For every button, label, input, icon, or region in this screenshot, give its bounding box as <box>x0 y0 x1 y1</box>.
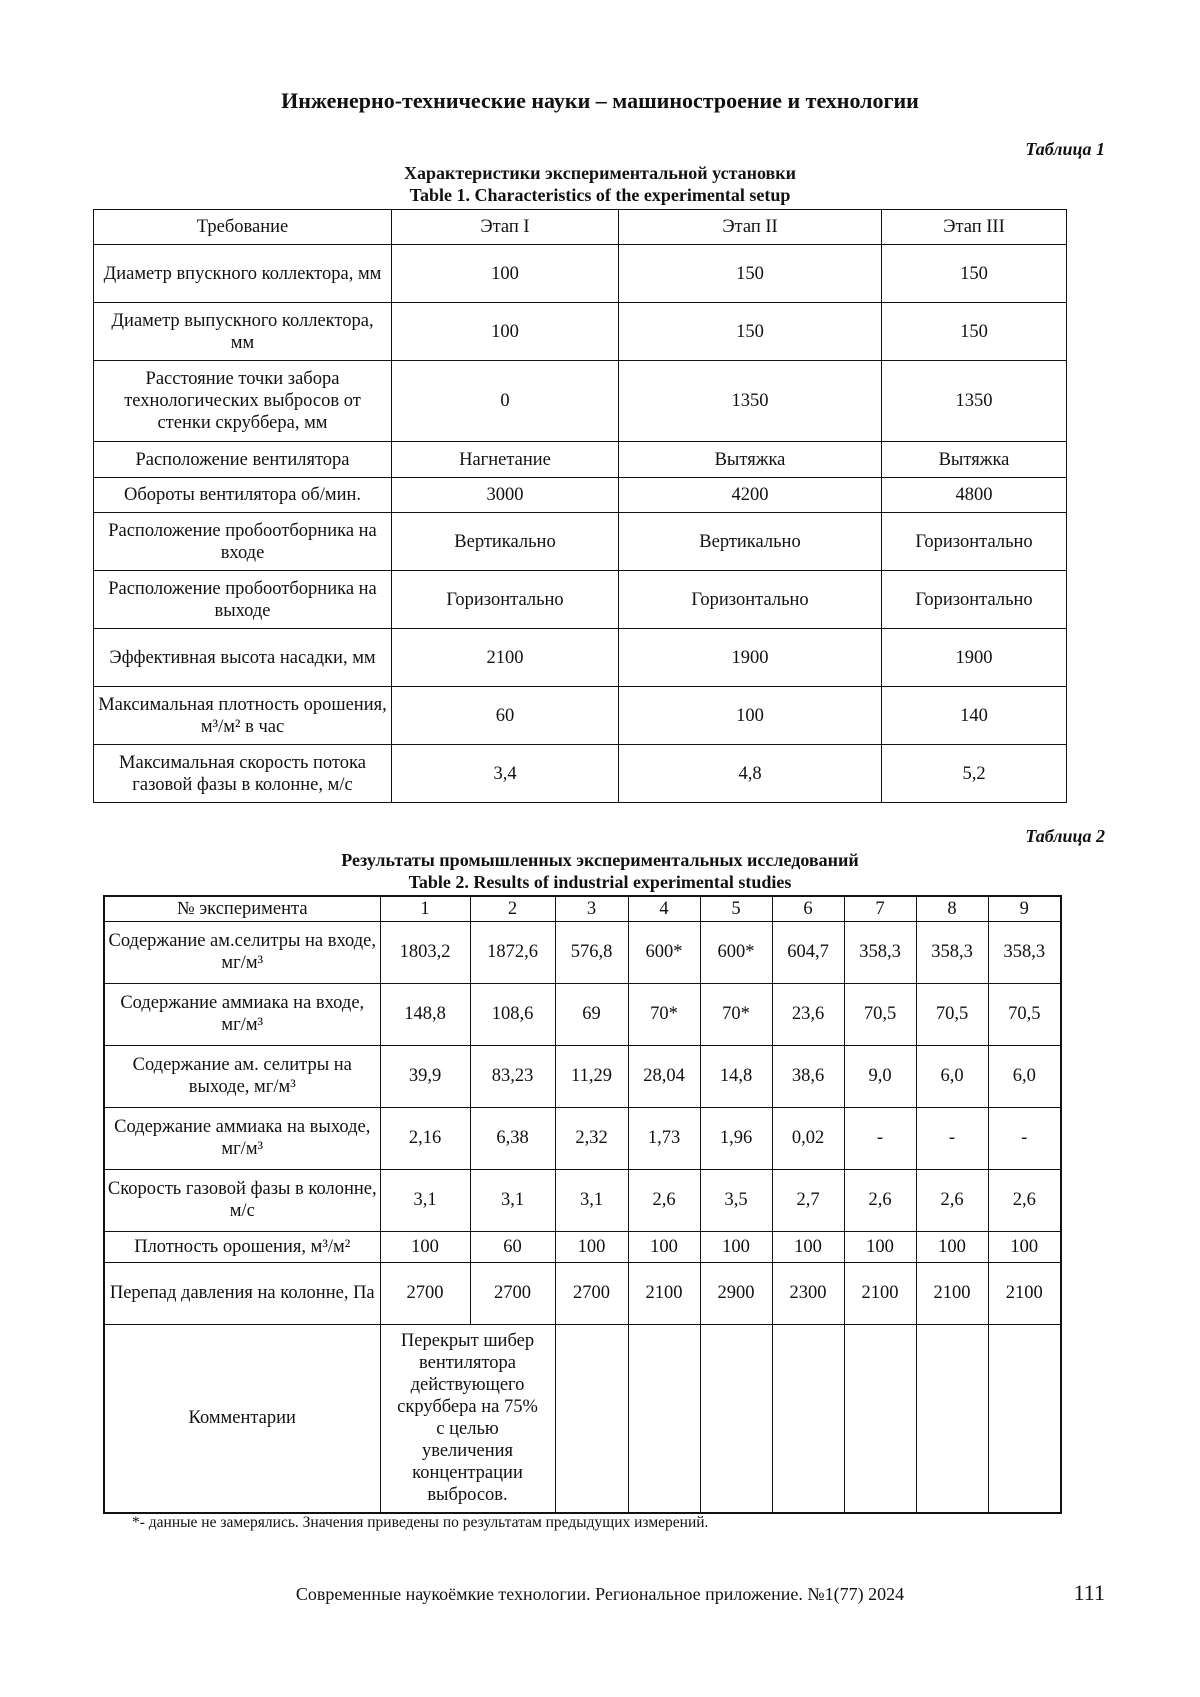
table-row <box>94 629 1067 687</box>
table-cell: 150 <box>619 245 882 303</box>
table-cell: 150 <box>882 303 1067 361</box>
table-row <box>94 571 1067 629</box>
row-label: Содержание аммиака на выходе, мг/м³ <box>104 1107 380 1169</box>
table-cell: 83,23 <box>470 1045 555 1107</box>
table2 <box>103 895 1062 1514</box>
row-label: Комментарии <box>104 1324 380 1513</box>
row-label: Обороты вентилятора об/мин. <box>94 478 392 513</box>
table-cell: 1900 <box>619 629 882 687</box>
column-header: Требование <box>94 210 392 245</box>
table1-caption-ru: Характеристики экспериментальной установки <box>403 163 797 183</box>
table2-header-row <box>104 896 1061 921</box>
table-cell: 6,0 <box>916 1045 988 1107</box>
table-cell: 100 <box>392 303 619 361</box>
table-cell: Вертикально <box>619 513 882 571</box>
table-cell: 28,04 <box>628 1045 700 1107</box>
table-cell: 358,3 <box>916 921 988 983</box>
table-cell: 2700 <box>380 1262 470 1324</box>
table1-caption-en: Table 1. Characteristics of the experimental setup <box>409 185 791 205</box>
empty-cell <box>772 1324 844 1513</box>
empty-cell <box>916 1324 988 1513</box>
column-header: 2 <box>470 896 555 921</box>
row-label: Максимальная плотность орошения, м³/м² в час <box>94 687 392 745</box>
table-cell: 100 <box>916 1231 988 1262</box>
empty-cell <box>844 1324 916 1513</box>
table-row <box>94 361 1067 442</box>
table-row <box>94 303 1067 361</box>
table-cell: 69 <box>555 983 628 1045</box>
table-cell: 100 <box>555 1231 628 1262</box>
table-cell: 4,8 <box>619 745 882 803</box>
table-cell: 3,4 <box>392 745 619 803</box>
table-cell: 150 <box>882 245 1067 303</box>
empty-cell <box>700 1324 772 1513</box>
table-cell: 604,7 <box>772 921 844 983</box>
table-row <box>94 687 1067 745</box>
row-label: Диаметр впускного коллектора, мм <box>94 245 392 303</box>
table-cell: 358,3 <box>844 921 916 983</box>
table-cell: 100 <box>628 1231 700 1262</box>
table-cell: 100 <box>772 1231 844 1262</box>
table-cell: 2100 <box>844 1262 916 1324</box>
empty-cell <box>988 1324 1061 1513</box>
table-cell: 4800 <box>882 478 1067 513</box>
table-cell: 3,1 <box>380 1169 470 1231</box>
row-label: Расстояние точки забора технологических выбросов от стенки скруббера, мм <box>94 361 392 442</box>
page-number: 111 <box>1073 1580 1105 1605</box>
table-row <box>94 245 1067 303</box>
table-row <box>104 1231 1061 1262</box>
table-cell: 38,6 <box>772 1045 844 1107</box>
column-header: 1 <box>380 896 470 921</box>
row-label: Диаметр выпускного коллектора, мм <box>94 303 392 361</box>
table-row <box>104 1262 1061 1324</box>
table-cell: 2,16 <box>380 1107 470 1169</box>
empty-cell <box>628 1324 700 1513</box>
row-label: Скорость газовой фазы в колонне, м/с <box>104 1169 380 1231</box>
journal-footer: Современные наукоёмкие технологии. Региональное приложение. №1(77) 2024 <box>295 1584 905 1604</box>
table-cell: 100 <box>988 1231 1061 1262</box>
table-cell: 1350 <box>882 361 1067 442</box>
table-row <box>104 1107 1061 1169</box>
table1 <box>93 209 1067 803</box>
table-cell: 5,2 <box>882 745 1067 803</box>
table2-caption-ru: Результаты промышленных экспериментальных исследований <box>341 850 859 870</box>
table-cell: 600* <box>700 921 772 983</box>
table-cell: 60 <box>470 1231 555 1262</box>
empty-cell <box>555 1324 628 1513</box>
row-label: Плотность орошения, м³/м² <box>104 1231 380 1262</box>
running-header: Инженерно-технические науки – машиностроение и технологии <box>281 88 919 113</box>
table-cell: 2,6 <box>916 1169 988 1231</box>
table-cell: 100 <box>392 245 619 303</box>
table-cell: 1900 <box>882 629 1067 687</box>
table-cell: 6,38 <box>470 1107 555 1169</box>
comment-cell: Перекрыт шибер вентилятора действующего скруббера на 75% с целью увеличения концентрации выбросов. <box>380 1324 555 1513</box>
table-cell: 2300 <box>772 1262 844 1324</box>
table-cell: 39,9 <box>380 1045 470 1107</box>
row-label: Максимальная скорость потока газовой фазы в колонне, м/с <box>94 745 392 803</box>
table-cell: 148,8 <box>380 983 470 1045</box>
table2-label: Таблица 2 <box>1025 826 1105 846</box>
table-row <box>104 1169 1061 1231</box>
table-cell: 1350 <box>619 361 882 442</box>
table-row <box>94 745 1067 803</box>
table-cell: 23,6 <box>772 983 844 1045</box>
table-cell: 3,1 <box>470 1169 555 1231</box>
table-cell: 2,7 <box>772 1169 844 1231</box>
table-cell: 108,6 <box>470 983 555 1045</box>
table-cell: 2700 <box>470 1262 555 1324</box>
table-cell: - <box>988 1107 1061 1169</box>
column-header: 6 <box>772 896 844 921</box>
table-cell: 3000 <box>392 478 619 513</box>
table-cell: 11,29 <box>555 1045 628 1107</box>
table-cell: 70* <box>700 983 772 1045</box>
column-header: 4 <box>628 896 700 921</box>
column-header: Этап III <box>882 210 1067 245</box>
table-row <box>104 921 1061 983</box>
column-header: 3 <box>555 896 628 921</box>
table-cell: Нагнетание <box>392 442 619 478</box>
table-cell: 3,1 <box>555 1169 628 1231</box>
column-header: 7 <box>844 896 916 921</box>
row-label: Расположение пробоотборника на входе <box>94 513 392 571</box>
table-cell: 100 <box>619 687 882 745</box>
table-cell: 2,6 <box>844 1169 916 1231</box>
table2-caption-en: Table 2. Results of industrial experimental studies <box>408 872 792 892</box>
table-row <box>94 478 1067 513</box>
row-label: Расположение вентилятора <box>94 442 392 478</box>
row-label: Расположение пробоотборника на выходе <box>94 571 392 629</box>
row-label: Содержание ам. селитры на выходе, мг/м³ <box>104 1045 380 1107</box>
table-cell: 2,32 <box>555 1107 628 1169</box>
table-cell: Вертикально <box>392 513 619 571</box>
table-cell: 150 <box>619 303 882 361</box>
table-cell: 100 <box>380 1231 470 1262</box>
table-cell: 2100 <box>988 1262 1061 1324</box>
table-cell: 3,5 <box>700 1169 772 1231</box>
column-header: 8 <box>916 896 988 921</box>
table2-footnote: *- данные не замерялись. Значения приведены по результатам предыдущих измерений. <box>132 1514 709 1531</box>
table-cell: 576,8 <box>555 921 628 983</box>
row-label: Эффективная высота насадки, мм <box>94 629 392 687</box>
table-cell: 1803,2 <box>380 921 470 983</box>
table-cell: 1,73 <box>628 1107 700 1169</box>
comments-row <box>104 1324 1061 1513</box>
table-cell: - <box>916 1107 988 1169</box>
column-header: Этап I <box>392 210 619 245</box>
table-cell: 600* <box>628 921 700 983</box>
table-row <box>94 442 1067 478</box>
table-cell: 1872,6 <box>470 921 555 983</box>
table-cell: 6,0 <box>988 1045 1061 1107</box>
table-cell: Горизонтально <box>619 571 882 629</box>
table-cell: - <box>844 1107 916 1169</box>
table-cell: Горизонтально <box>882 571 1067 629</box>
table-cell: 70,5 <box>844 983 916 1045</box>
table1-header-row <box>94 210 1067 245</box>
table-cell: 2,6 <box>628 1169 700 1231</box>
table-row <box>104 983 1061 1045</box>
table-cell: 2100 <box>916 1262 988 1324</box>
table-cell: Горизонтально <box>882 513 1067 571</box>
table-row <box>104 1045 1061 1107</box>
column-header: № эксперимента <box>104 896 380 921</box>
column-header: Этап II <box>619 210 882 245</box>
table-cell: Вытяжка <box>619 442 882 478</box>
table-cell: Горизонтально <box>392 571 619 629</box>
table-cell: 1,96 <box>700 1107 772 1169</box>
table-cell: 100 <box>844 1231 916 1262</box>
column-header: 9 <box>988 896 1061 921</box>
table-cell: 70* <box>628 983 700 1045</box>
table-cell: 2100 <box>392 629 619 687</box>
table-cell: 2700 <box>555 1262 628 1324</box>
table-cell: 2900 <box>700 1262 772 1324</box>
table-cell: 60 <box>392 687 619 745</box>
table-cell: 70,5 <box>916 983 988 1045</box>
table-cell: 100 <box>700 1231 772 1262</box>
row-label: Содержание аммиака на входе, мг/м³ <box>104 983 380 1045</box>
table-cell: 70,5 <box>988 983 1061 1045</box>
table-cell: 0 <box>392 361 619 442</box>
column-header: 5 <box>700 896 772 921</box>
row-label: Перепад давления на колонне, Па <box>104 1262 380 1324</box>
table-cell: 9,0 <box>844 1045 916 1107</box>
table-cell: 358,3 <box>988 921 1061 983</box>
row-label: Содержание ам.селитры на входе, мг/м³ <box>104 921 380 983</box>
table-cell: 140 <box>882 687 1067 745</box>
table-cell: 2100 <box>628 1262 700 1324</box>
table-cell: 0,02 <box>772 1107 844 1169</box>
table-cell: Вытяжка <box>882 442 1067 478</box>
table-cell: 4200 <box>619 478 882 513</box>
table1-label: Таблица 1 <box>1025 139 1105 159</box>
table-cell: 2,6 <box>988 1169 1061 1231</box>
table-cell: 14,8 <box>700 1045 772 1107</box>
table-row <box>94 513 1067 571</box>
